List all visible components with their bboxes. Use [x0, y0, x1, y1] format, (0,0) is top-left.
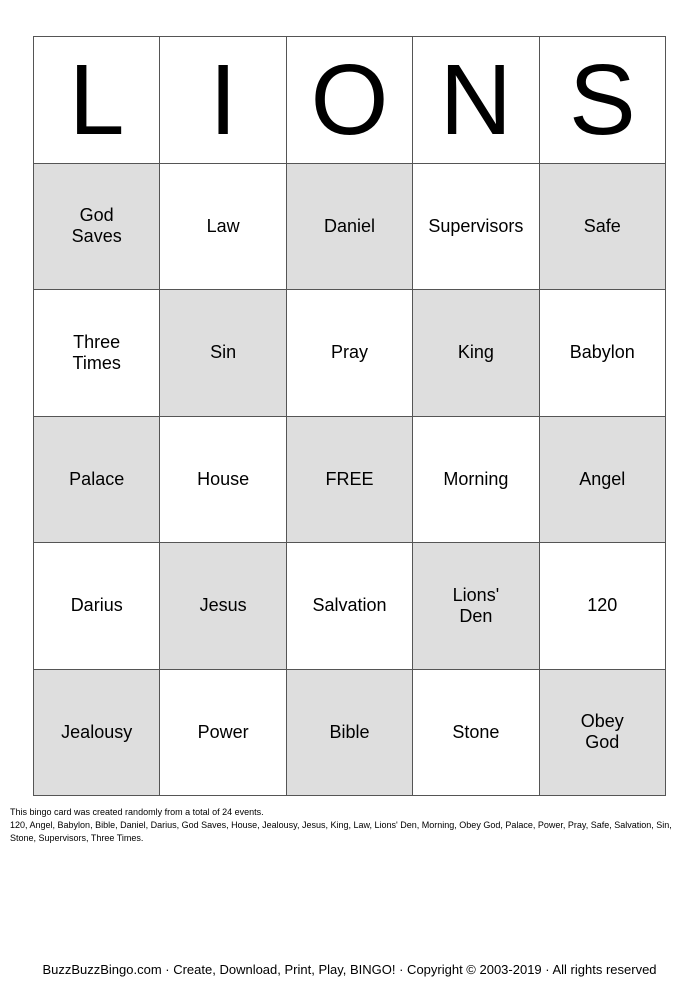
bingo-cell: Jesus — [160, 543, 286, 670]
bingo-cell: Angel — [540, 417, 666, 544]
footer-copyright: BuzzBuzzBingo.com · Create, Download, Print, Play, BINGO! · Copyright © 2003-2019 · All rights reserved — [42, 962, 657, 977]
bingo-cell: Law — [160, 164, 286, 291]
header-letter-i: I — [160, 37, 286, 164]
bingo-cell: Morning — [413, 417, 539, 544]
bingo-card — [33, 36, 666, 796]
bingo-cell: Obey God — [540, 670, 666, 797]
bingo-cell: Darius — [34, 543, 160, 670]
bingo-cell: House — [160, 417, 286, 544]
bingo-cell: Three Times — [34, 290, 160, 417]
header-letter-n: N — [413, 37, 539, 164]
bingo-cell: Pray — [287, 290, 413, 417]
header-letter-l: L — [34, 37, 160, 164]
header-letter-o: O — [287, 37, 413, 164]
bingo-cell: Lions' Den — [413, 543, 539, 670]
bingo-cell: Power — [160, 670, 286, 797]
bingo-cell: Bible — [287, 670, 413, 797]
bingo-cell: God Saves — [34, 164, 160, 291]
events-list: 120, Angel, Babylon, Bible, Daniel, Darius, God Saves, House, Jealousy, Jesus, King, Law, Lions' Den, Morning, Obey God, Palace, Power, Pray, Safe, Salvation, Sin, Stone, Supervisors, Three Times. — [10, 820, 672, 843]
bingo-cell: Babylon — [540, 290, 666, 417]
free-space-cell: FREE — [287, 417, 413, 544]
bingo-cell: King — [413, 290, 539, 417]
bingo-cell: Sin — [160, 290, 286, 417]
bingo-cell: Salvation — [287, 543, 413, 670]
bingo-cell: Safe — [540, 164, 666, 291]
bingo-cell: 120 — [540, 543, 666, 670]
bingo-cell: Stone — [413, 670, 539, 797]
bingo-cell: Daniel — [287, 164, 413, 291]
events-note: This bingo card was created randomly from a total of 24 events. — [10, 807, 264, 817]
bingo-cell: Jealousy — [34, 670, 160, 797]
header-letter-s: S — [540, 37, 666, 164]
bingo-cell: Palace — [34, 417, 160, 544]
bingo-cell: Supervisors — [413, 164, 539, 291]
